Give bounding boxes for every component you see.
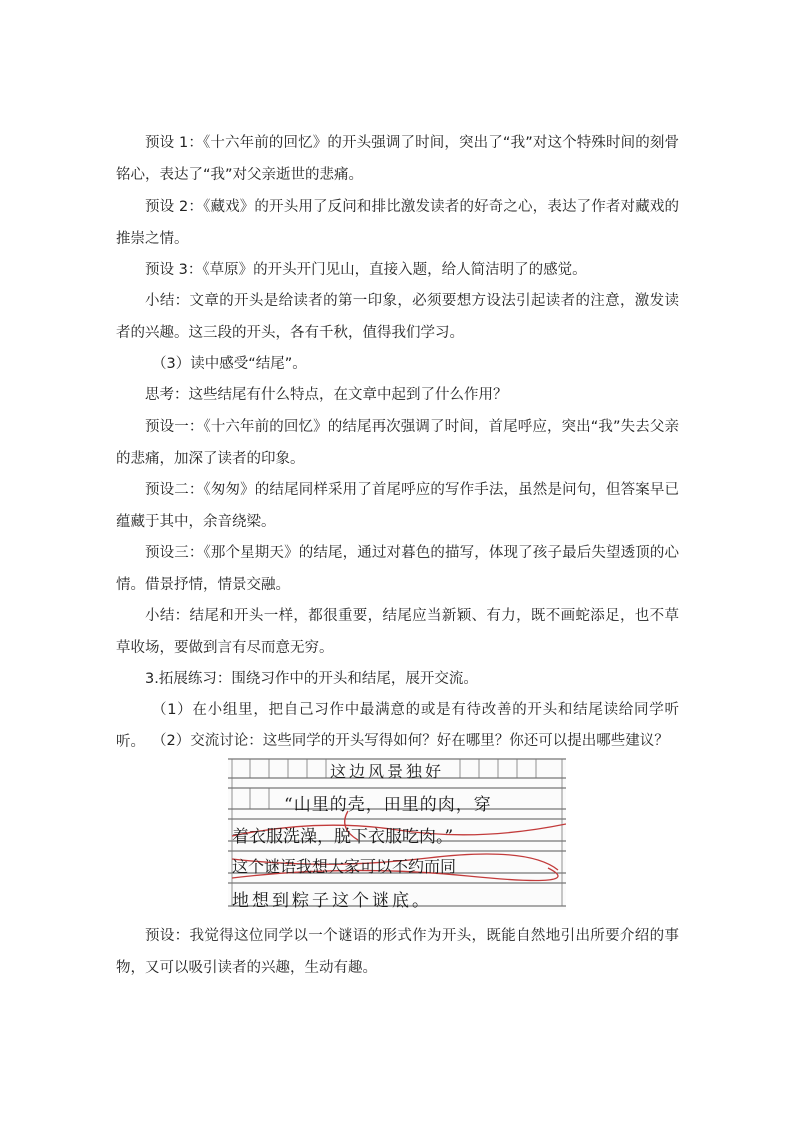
paragraph-preset-2: 预设 2：《藏戏》的开头用了反问和排比激发读者的好奇之心，表达了作者对藏戏的推崇之情。 xyxy=(116,199,679,247)
paragraph-summary-ending: 小结：结尾和开头一样，都很重要，结尾应当新颖、有力，既不画蛇添足，也不草草收场，要做到言有尽而意无穷。 xyxy=(116,608,679,656)
paragraph-ending-preset-1: 预设一：《十六年前的回忆》的结尾再次强调了时间，首尾呼应，突出“我”失去父亲的悲痛，加深了读者的印象。 xyxy=(116,419,679,467)
handwriting-line-4: 地想到粽子这个谜底。 xyxy=(232,891,432,911)
paragraph-summary-opening: 小结：文章的开头是给读者的第一印象，必须要想方设法引起读者的注意，激发读者的兴趣。这三段的开头，各有千秋，值得我们学习。 xyxy=(116,293,679,341)
paragraph-think: 思考：这些结尾有什么特点，在文章中起到了什么作用？ xyxy=(145,387,508,403)
paragraph-preset-3: 预设 3：《草原》的开头开门见山，直接入题，给人简洁明了的感觉。 xyxy=(145,262,587,278)
paragraph-preset-1: 预设 1：《十六年前的回忆》的开头强调了时间，突出了“我”对这个特殊时间的刻骨铭心，表达了“我”对父亲逝世的悲痛。 xyxy=(116,135,679,183)
handwriting-text-overlay xyxy=(228,758,566,910)
paragraph-closing-preset: 预设：我觉得这位同学以一个谜语的形式作为开头，既能自然地引出所要介绍的事物，又可以吸引读者的兴趣，生动有趣。 xyxy=(116,928,679,976)
handwriting-line-3: 这个谜语我想大家可以不约而同 xyxy=(232,857,457,876)
paragraph-extension-exercise: 3.拓展练习：围绕习作中的开头和结尾，展开交流。 xyxy=(145,671,478,687)
paragraph-group-task: （1）在小组里，把自己习作中最满意的或是有待改善的开头和结尾读给同学听听。 xyxy=(116,702,679,750)
paragraph-ending-preset-2: 预设二：《匆匆》的结尾同样采用了首尾呼应的写作手法，虽然是问句，但答案早已蕴藏于其中，余音绕梁。 xyxy=(116,482,679,530)
handwriting-title: 这边风景独好 xyxy=(330,762,445,781)
handwriting-line-1: “山里的壳，田里的肉，穿 xyxy=(284,795,492,815)
handwriting-line-2: 着衣服洗澡，脱下衣服吃肉。” xyxy=(232,827,454,847)
paragraph-ending-preset-3: 预设三：《那个星期天》的结尾，通过对暮色的描写，体现了孩子最后失望透顶的心情。借景抒情，情景交融。 xyxy=(116,545,679,593)
paragraph-discussion: （2）交流讨论：这些同学的开头写得如何？好在哪里？你还可以提出哪些建议？ xyxy=(152,733,669,749)
paragraph-section-ending: （3）读中感受“结尾”。 xyxy=(152,356,307,372)
